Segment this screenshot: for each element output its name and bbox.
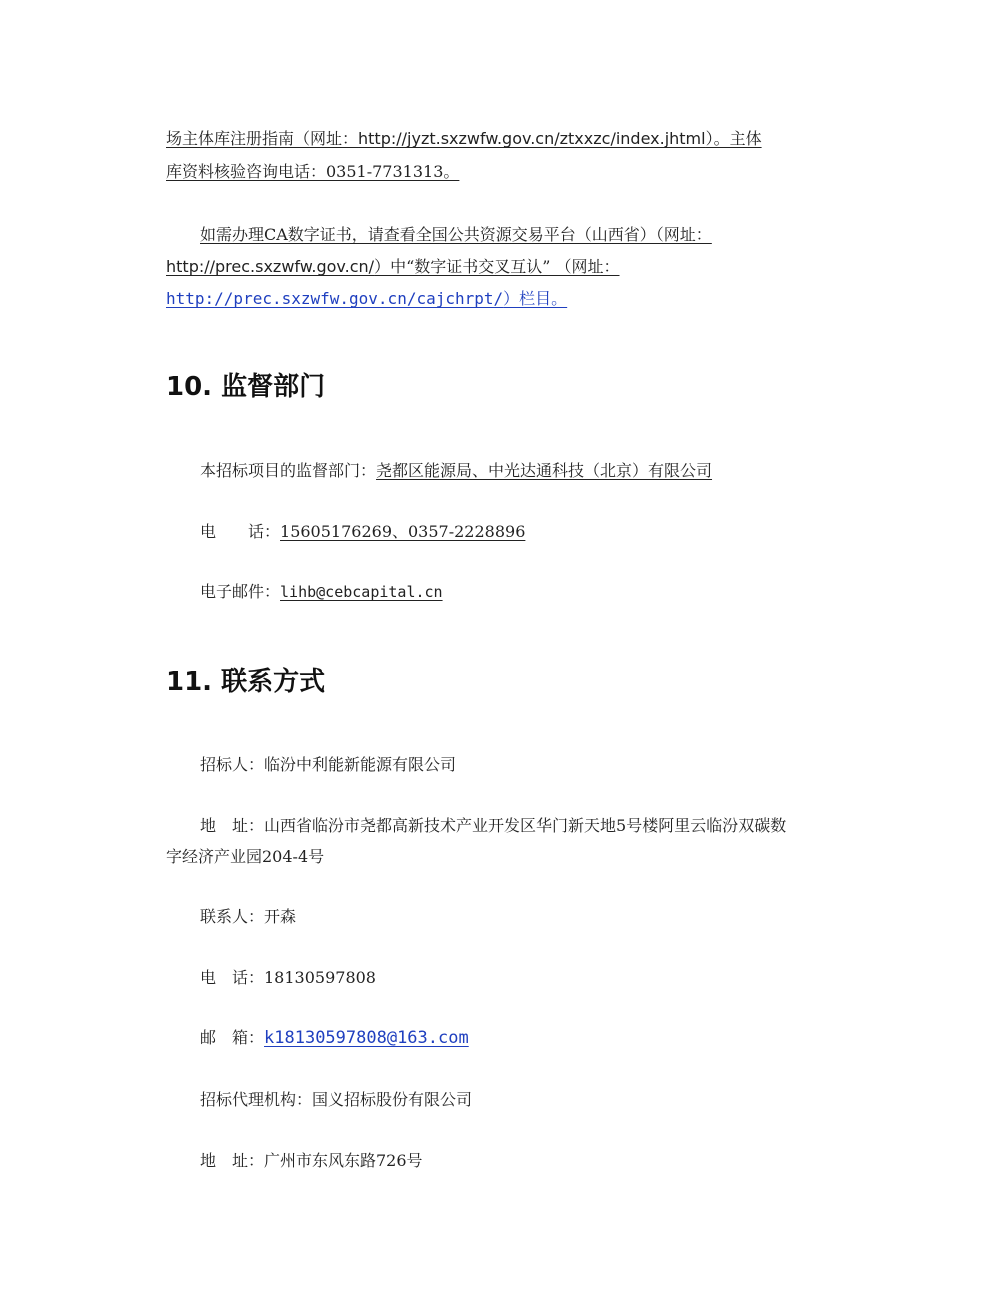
- ca-notice-line-1: 如需办理CA数字证书，请查看全国公共资源交易平台（山西省）（网址：: [200, 225, 712, 244]
- registration-line-2: 库资料核验咨询电话：0351-7731313。: [166, 162, 460, 181]
- supervision-dept-line: [200, 460, 712, 482]
- address-line-1: [200, 815, 786, 837]
- supervision-email-label: 电子邮件：: [200, 582, 281, 601]
- contact-email-line: [200, 1027, 469, 1049]
- ca-notice-line-3-suffix: ）栏目。: [503, 289, 568, 308]
- supervision-dept-value: 尧都区能源局、中光达通科技（北京）有限公司: [376, 461, 713, 480]
- ca-platform-url-link[interactable]: http://prec.sxzwfw.gov.cn/: [166, 257, 375, 276]
- supervision-phone-label: 电 话：: [200, 522, 281, 541]
- contact-email-link[interactable]: k18130597808@163.com: [264, 1028, 469, 1048]
- supervision-email-line: [200, 581, 443, 603]
- address-value-part-1: 山西省临汾市尧都高新技术产业开发区华门新天地5号楼阿里云临汾双碳数: [264, 816, 787, 835]
- ca-notice-line-2: [166, 256, 620, 278]
- ca-notice-line-3: [166, 288, 567, 310]
- section-10-title: 10. 监督部门: [166, 372, 326, 402]
- registration-prefix: 场主体库注册指南（网址：: [166, 129, 359, 148]
- registration-suffix: ）。主体: [705, 129, 762, 148]
- contact-phone-line: 电 话：18130597808: [200, 968, 376, 987]
- supervision-phone-line: [200, 521, 525, 543]
- supervision-phone-value: 15605176269、0357-2228896: [280, 522, 526, 541]
- agency-line: 招标代理机构：国义招标股份有限公司: [200, 1090, 473, 1109]
- address-label: 地 址：: [200, 816, 265, 835]
- ca-notice-line-2-suffix: ）中“数字证书交叉互认” （网址：: [374, 257, 620, 276]
- ca-cajchrpt-url-link[interactable]: http://prec.sxzwfw.gov.cn/cajchrpt/: [166, 289, 504, 308]
- registration-line-1: [166, 128, 762, 150]
- section-11-title: 11. 联系方式: [166, 667, 326, 697]
- tenderer-line: 招标人：临汾中利能新能源有限公司: [200, 755, 457, 774]
- agency-address-line: 地 址：广州市东风东路726号: [200, 1151, 423, 1170]
- registration-url-link[interactable]: http://jyzt.sxzwfw.gov.cn/ztxxzc/index.jhtml: [358, 129, 706, 148]
- contact-person-line: 联系人：开森: [200, 907, 297, 926]
- supervision-email-value[interactable]: lihb@cebcapital.cn: [280, 583, 443, 601]
- supervision-dept-label: 本招标项目的监督部门：: [200, 461, 377, 480]
- contact-email-label: 邮 箱：: [200, 1028, 265, 1047]
- address-line-2: 字经济产业园204-4号: [166, 847, 325, 866]
